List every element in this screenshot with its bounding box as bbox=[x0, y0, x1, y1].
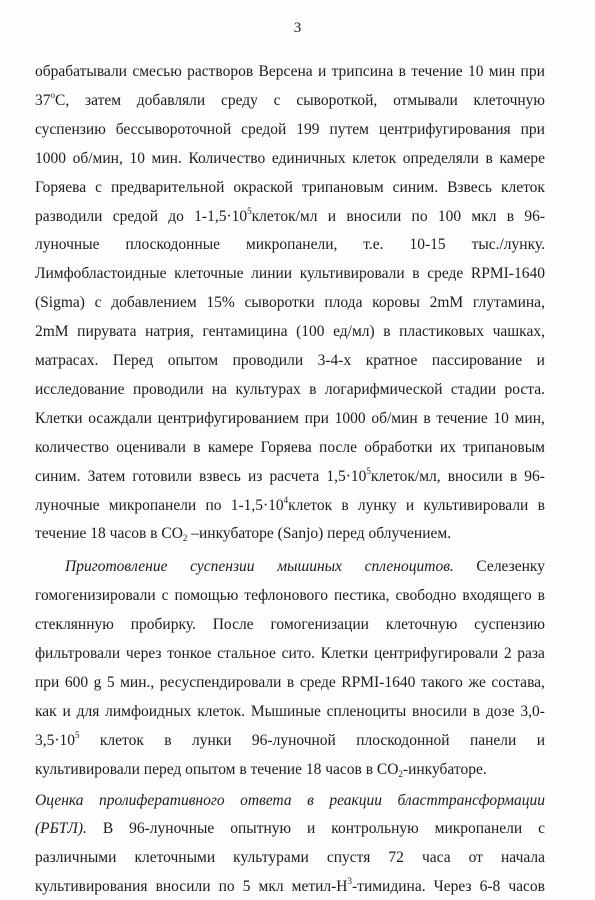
word: гентамицина bbox=[202, 323, 288, 341]
word: и bbox=[62, 702, 71, 720]
word: 3,0- bbox=[520, 702, 545, 720]
word: добавлением bbox=[111, 294, 197, 312]
word: клеток bbox=[500, 178, 545, 196]
word: такого bbox=[420, 673, 463, 691]
text-line bbox=[35, 644, 545, 664]
word: тефлонового bbox=[244, 587, 329, 605]
word: в bbox=[193, 438, 201, 456]
word: гомогенизации bbox=[270, 616, 369, 634]
word: 2mM bbox=[35, 323, 69, 341]
word: 10 bbox=[467, 63, 484, 80]
text-line bbox=[35, 380, 545, 400]
word: RPMI-1640 bbox=[470, 265, 545, 283]
word: в bbox=[472, 702, 481, 720]
word: Клетки bbox=[320, 645, 369, 662]
text-line bbox=[35, 149, 545, 169]
word: Перед bbox=[112, 352, 154, 369]
word: сито. bbox=[281, 645, 315, 662]
text-line bbox=[65, 557, 545, 577]
word: Горяева bbox=[260, 438, 312, 456]
word: ответа bbox=[240, 791, 292, 809]
word: среде bbox=[299, 673, 336, 691]
word: клеток bbox=[99, 731, 144, 749]
word: 5 bbox=[242, 878, 251, 896]
text-line: культивировали перед опытом в течение 18 часов в $CO_2$-инкубаторе. bbox=[35, 760, 487, 779]
word: микропанели bbox=[108, 496, 197, 514]
word: фильтровали bbox=[35, 645, 121, 662]
word: обрабатывали bbox=[35, 63, 127, 80]
word: сывороткой, bbox=[296, 91, 378, 109]
word: 15% bbox=[206, 294, 235, 312]
word: мкл bbox=[258, 878, 284, 896]
word: В bbox=[102, 820, 114, 838]
word: центрифугировали bbox=[373, 645, 499, 662]
word: предварительной bbox=[110, 178, 225, 196]
word: опытную bbox=[230, 820, 292, 838]
word: отмывали bbox=[393, 91, 458, 109]
word: и bbox=[536, 352, 545, 369]
word: культурах bbox=[235, 380, 301, 398]
word: трипсина bbox=[331, 63, 394, 80]
word: Селезенку bbox=[476, 558, 545, 576]
word: на bbox=[211, 380, 228, 398]
word: с bbox=[538, 820, 545, 838]
word: и bbox=[327, 207, 337, 225]
word: определяли bbox=[402, 149, 479, 167]
word: луночные bbox=[35, 496, 100, 514]
word: (РБТЛ). bbox=[35, 820, 87, 838]
word: в bbox=[423, 409, 431, 427]
word: среду bbox=[220, 91, 258, 109]
word: мин., bbox=[120, 673, 155, 691]
text-line bbox=[35, 91, 545, 111]
word: исследование bbox=[35, 380, 125, 398]
word: обработки bbox=[364, 438, 433, 456]
text-line bbox=[35, 791, 545, 811]
word: 10 bbox=[129, 149, 145, 167]
word: бласттрансформации bbox=[397, 791, 545, 809]
word: проводили bbox=[132, 380, 204, 398]
word: 37$^o$C, bbox=[35, 89, 70, 109]
word: плоскодонной bbox=[356, 731, 450, 749]
word: ед/мл) bbox=[333, 323, 375, 341]
text-line bbox=[35, 409, 545, 429]
text-line: течение 18 часов в $CO_2$ –инкубаторе (Sanjo) перед облучением. bbox=[35, 525, 452, 544]
word: мин. bbox=[151, 149, 182, 167]
word: пролиферативного bbox=[99, 791, 225, 809]
word: количество bbox=[35, 438, 109, 456]
word: Приготовление bbox=[65, 558, 168, 576]
word: дозе bbox=[485, 702, 515, 720]
word: клеточными bbox=[134, 849, 216, 867]
text-line bbox=[35, 62, 545, 82]
text-line bbox=[35, 702, 545, 722]
word: в bbox=[537, 496, 545, 514]
page-number: 3 bbox=[293, 20, 302, 36]
word: течение bbox=[411, 63, 463, 80]
word: 3-4-х bbox=[317, 352, 352, 369]
text-line bbox=[35, 120, 545, 140]
word: их bbox=[439, 438, 456, 456]
word: оценивали bbox=[116, 438, 186, 456]
text-line bbox=[35, 731, 545, 751]
word: при bbox=[35, 673, 60, 691]
word: стадии bbox=[450, 380, 497, 398]
word: и bbox=[307, 820, 316, 838]
word: камере bbox=[207, 438, 254, 456]
word: сыворотки bbox=[244, 294, 315, 312]
word: Взвесь bbox=[447, 178, 492, 196]
word: в bbox=[412, 265, 420, 283]
word: луночные bbox=[35, 236, 100, 254]
word: лунку bbox=[357, 496, 397, 514]
word: пластиковых bbox=[399, 323, 484, 341]
word: в bbox=[309, 380, 317, 398]
word: смесью bbox=[132, 63, 182, 80]
word: и bbox=[536, 731, 545, 749]
word: спленоциты bbox=[326, 702, 407, 720]
text-line bbox=[35, 235, 545, 255]
word: и bbox=[317, 63, 327, 80]
word: стеклянную bbox=[35, 616, 114, 634]
word: Лимфобластоидные bbox=[35, 265, 167, 283]
word: помощью bbox=[174, 587, 239, 605]
word: центрифугированием bbox=[157, 409, 299, 427]
word: суспензию bbox=[474, 616, 545, 634]
word: Через bbox=[433, 878, 472, 896]
word: метил-$H^3$-тимидина. bbox=[291, 876, 426, 896]
word: клеточные bbox=[174, 265, 244, 283]
word: через bbox=[125, 645, 162, 662]
word: часа bbox=[421, 849, 451, 867]
text-line bbox=[35, 293, 545, 313]
word: опытом bbox=[167, 352, 219, 369]
word: с bbox=[273, 91, 281, 109]
word: лунки bbox=[191, 731, 232, 749]
word: $1-1,5\cdot 10^5клеток/мл$ bbox=[194, 205, 318, 225]
word: 10-15 bbox=[409, 236, 446, 254]
word: вносили bbox=[447, 467, 503, 485]
word: среде bbox=[427, 265, 464, 283]
word: логарифмической bbox=[324, 380, 443, 398]
word: камере bbox=[499, 149, 545, 167]
word: различными bbox=[35, 849, 117, 867]
word: путем bbox=[329, 120, 369, 138]
word: добавляли bbox=[136, 91, 206, 109]
text-line bbox=[35, 351, 545, 371]
word: вносили bbox=[412, 702, 468, 720]
word: и bbox=[405, 496, 415, 514]
word: растворов bbox=[187, 63, 254, 80]
word: об/мин, bbox=[72, 149, 123, 167]
word: $1-1,5\cdot 10^4клеток$ bbox=[230, 494, 333, 514]
word: лимфоидных bbox=[105, 702, 192, 720]
word: клеток bbox=[352, 149, 397, 167]
word: гомогенизировали bbox=[35, 587, 156, 605]
word: 96- bbox=[524, 467, 545, 485]
word: с bbox=[161, 587, 169, 605]
word: коровы bbox=[372, 294, 420, 312]
text-line bbox=[35, 264, 545, 284]
word: Клетки bbox=[35, 409, 83, 427]
word: в bbox=[164, 731, 172, 749]
word: культивирования bbox=[35, 878, 148, 896]
word: 1000 bbox=[334, 409, 366, 427]
word: 199 bbox=[296, 120, 320, 138]
word: Затем bbox=[87, 467, 126, 485]
word: клеточную bbox=[473, 91, 545, 109]
word: мин bbox=[488, 63, 516, 80]
word: 5 bbox=[106, 673, 115, 691]
text-line bbox=[35, 586, 545, 606]
word: как bbox=[35, 702, 57, 720]
word: пассирование bbox=[431, 352, 523, 369]
word: 6-8 bbox=[479, 878, 501, 896]
word: же bbox=[468, 673, 486, 691]
word: после bbox=[319, 438, 357, 456]
word: затем bbox=[84, 91, 122, 109]
word: т.е. bbox=[363, 236, 384, 254]
word: Версена bbox=[258, 63, 313, 80]
word: состава, bbox=[491, 673, 545, 691]
word: до bbox=[168, 207, 184, 225]
word: 96-луночные bbox=[129, 820, 215, 838]
text-line bbox=[35, 819, 545, 839]
word: плода bbox=[324, 294, 363, 312]
word: об/мин bbox=[371, 409, 418, 427]
text-line bbox=[35, 207, 545, 227]
word: входящего bbox=[462, 587, 532, 605]
word: расчета bbox=[269, 467, 320, 485]
word: RPMI-1640 bbox=[341, 673, 416, 691]
word: тонкое bbox=[167, 645, 212, 662]
word: Количество bbox=[188, 149, 266, 167]
word: микропанели, bbox=[245, 236, 338, 254]
word: ресуспендировали bbox=[159, 673, 282, 691]
word: суспензию bbox=[35, 120, 106, 138]
word: реакции bbox=[329, 791, 383, 809]
text-line bbox=[35, 848, 545, 868]
text-line bbox=[35, 673, 545, 693]
word: мкл bbox=[471, 207, 497, 225]
word: в bbox=[509, 467, 518, 485]
word: осаждали bbox=[88, 409, 152, 427]
word: культурами bbox=[233, 849, 309, 867]
word: пробирку. bbox=[130, 616, 196, 634]
word: разводили bbox=[35, 207, 103, 225]
word: 600 bbox=[64, 673, 89, 691]
word: в bbox=[485, 149, 493, 167]
word: тыс./лунку. bbox=[471, 236, 545, 254]
word: по bbox=[205, 496, 222, 514]
word: 96- bbox=[524, 207, 545, 225]
word: синим. bbox=[392, 178, 439, 196]
word: центрифугирования bbox=[378, 120, 511, 138]
text-line bbox=[35, 467, 545, 487]
word: пирувата bbox=[77, 323, 137, 341]
text-line bbox=[35, 178, 545, 198]
word: трипановым bbox=[301, 178, 384, 196]
word: по bbox=[411, 207, 428, 225]
word: 2mM bbox=[429, 294, 464, 312]
word: взвесь bbox=[198, 467, 241, 485]
word: окраской bbox=[233, 178, 293, 196]
word: единичных bbox=[271, 149, 346, 167]
word: бессывороточной bbox=[115, 120, 232, 138]
word: средой bbox=[112, 207, 158, 225]
word: спустя bbox=[326, 849, 371, 867]
word: в bbox=[307, 791, 314, 809]
word: свободно bbox=[395, 587, 457, 605]
word: средой bbox=[241, 120, 287, 138]
word: клеток. bbox=[197, 702, 246, 720]
word: культивировали bbox=[423, 496, 529, 514]
word: чашках, bbox=[492, 323, 545, 341]
word: контрольную bbox=[331, 820, 419, 838]
word: по bbox=[218, 878, 235, 896]
word: в bbox=[398, 63, 406, 80]
text-line bbox=[35, 438, 545, 458]
word: с bbox=[94, 294, 102, 312]
word: кратное bbox=[365, 352, 418, 369]
word: микропанели bbox=[434, 820, 523, 838]
text-line bbox=[35, 615, 545, 635]
word: стальное bbox=[217, 645, 276, 662]
word: мин, bbox=[514, 409, 545, 427]
word: при bbox=[520, 63, 545, 80]
word: в bbox=[537, 587, 545, 605]
word: вносили bbox=[155, 878, 211, 896]
word: 2 bbox=[503, 645, 512, 662]
word: (Sigma) bbox=[35, 294, 85, 312]
word: в bbox=[341, 496, 349, 514]
word: 100 bbox=[437, 207, 462, 225]
word: от bbox=[468, 849, 483, 867]
word: 10 bbox=[493, 409, 509, 427]
text-line bbox=[35, 496, 545, 516]
word: проводили bbox=[232, 352, 304, 369]
word: роста. bbox=[504, 380, 545, 398]
word: суспензии bbox=[190, 558, 255, 576]
word: начала bbox=[501, 849, 545, 867]
word: культивировали bbox=[299, 265, 405, 283]
word: 72 bbox=[388, 849, 404, 867]
word: $3,5\cdot 10^5$ bbox=[35, 729, 80, 749]
word: раза bbox=[517, 645, 545, 662]
word: матрасах. bbox=[35, 352, 99, 369]
word: при bbox=[304, 409, 329, 427]
word: $1,5\cdot 10^5клеток/мл$, bbox=[326, 465, 441, 485]
text-line bbox=[35, 877, 545, 897]
word: часов bbox=[508, 878, 545, 896]
word: клеточную bbox=[385, 616, 458, 634]
word: для bbox=[76, 702, 100, 720]
word: 1000 bbox=[35, 149, 66, 167]
word: линии bbox=[251, 265, 293, 283]
word: Оценка bbox=[35, 791, 84, 809]
word: синим. bbox=[35, 467, 81, 485]
word: готовили bbox=[132, 467, 192, 485]
word: плоскодонные bbox=[125, 236, 221, 254]
word: спленоцитов. bbox=[364, 558, 454, 576]
word: трипановым bbox=[463, 438, 545, 456]
word: После bbox=[212, 616, 254, 634]
word: g bbox=[93, 673, 102, 691]
word: при bbox=[520, 120, 545, 138]
word: натрия, bbox=[145, 323, 194, 341]
word: течение bbox=[436, 409, 488, 427]
word: с bbox=[95, 178, 102, 196]
word: Мышиные bbox=[250, 702, 321, 720]
word: в bbox=[506, 207, 515, 225]
word: (100 bbox=[296, 323, 325, 341]
word: панели bbox=[469, 731, 517, 749]
word: в bbox=[383, 323, 391, 341]
word: 96-луночной bbox=[251, 731, 336, 749]
word: мышиных bbox=[277, 558, 343, 576]
word: вносили bbox=[346, 207, 402, 225]
word: в bbox=[286, 673, 295, 691]
word: пестика, bbox=[333, 587, 390, 605]
text-line bbox=[35, 322, 545, 342]
word: глутамина, bbox=[472, 294, 545, 312]
word: из bbox=[247, 467, 263, 485]
word: Горяева bbox=[35, 178, 87, 196]
